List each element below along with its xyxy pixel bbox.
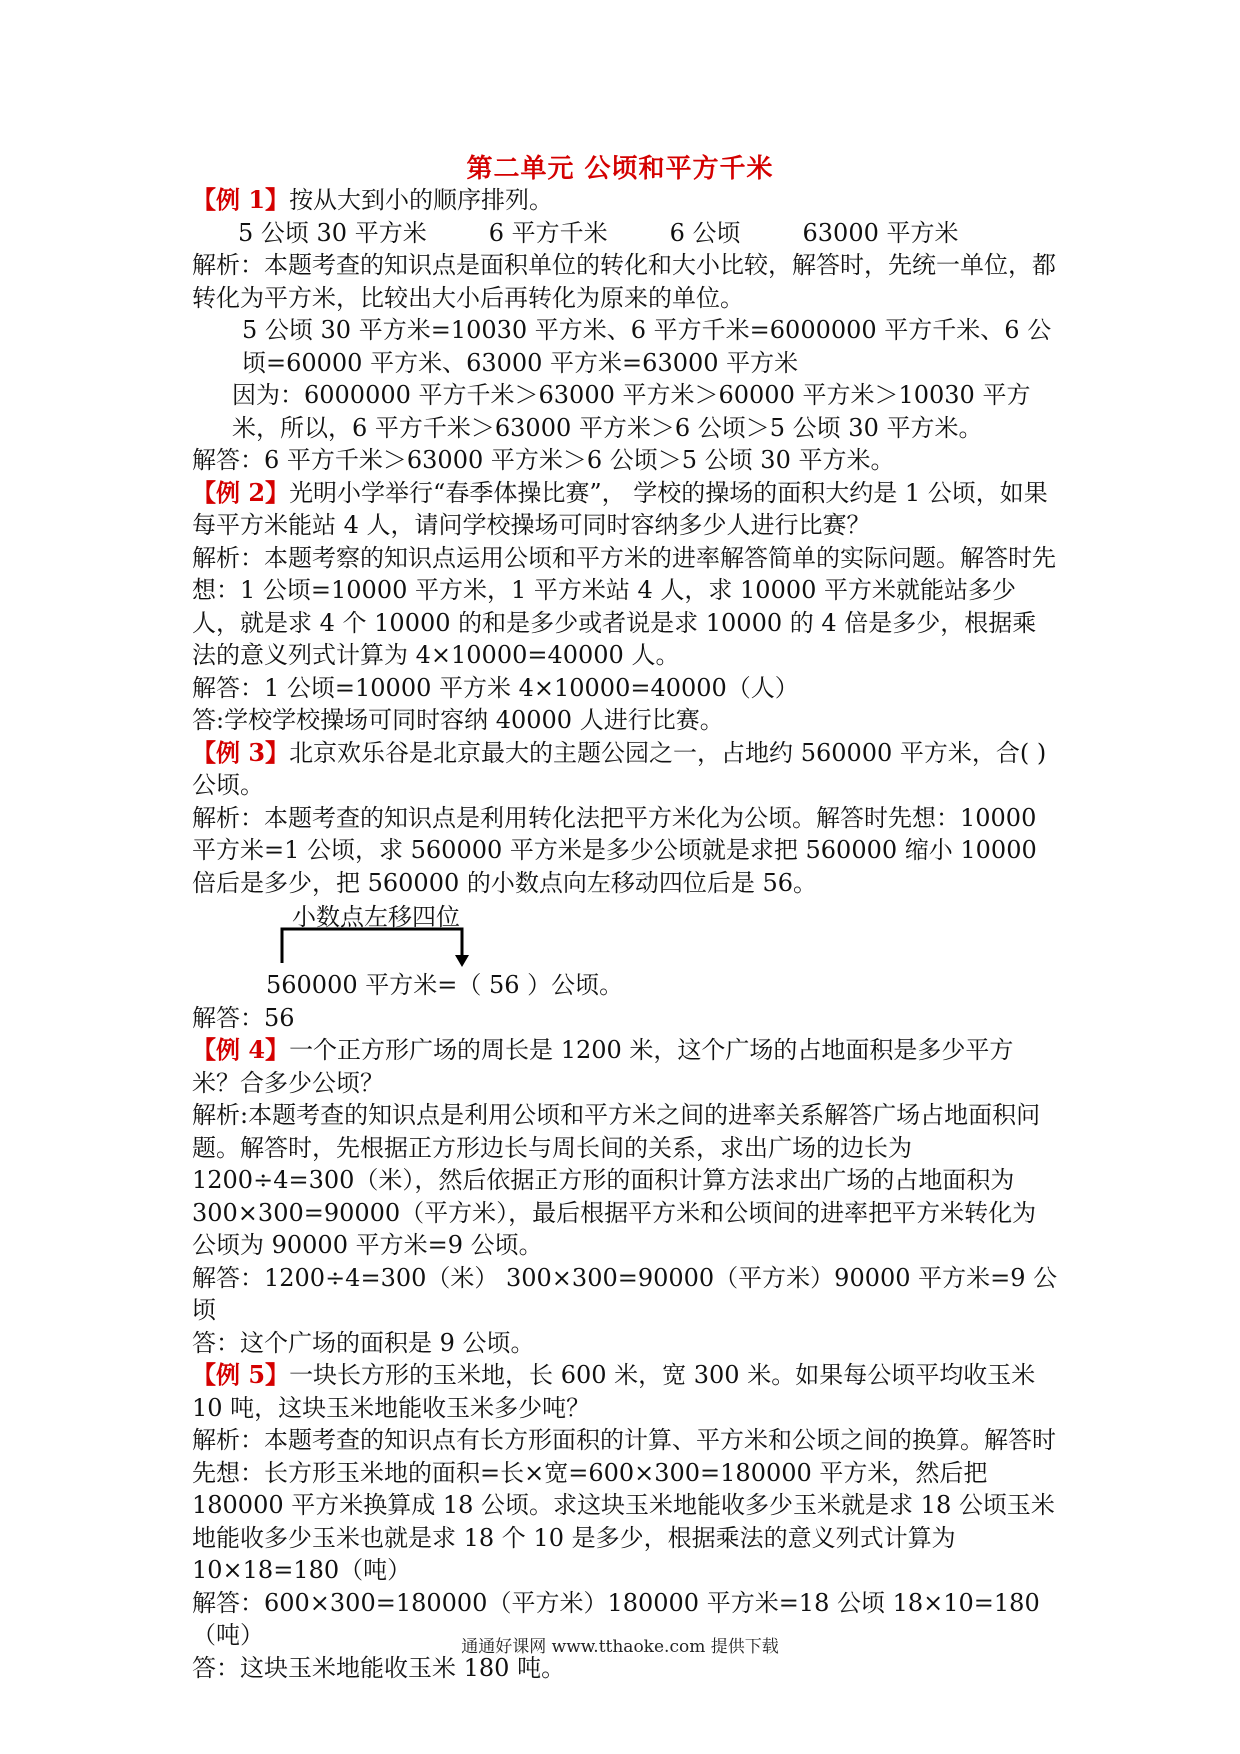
example-3-answer: 解答：56 bbox=[192, 1003, 295, 1032]
example-2-analysis: 解析：本题考察的知识点运用公顷和平方米的进率解答简单的实际问题。解答时先想：1 公顷=10000 平方米，1 平方米站 4 人，求 10000 平方米就能站多少人，就是求 4 个 10000 的和是多少或者说是求 10000 的 4 倍是多少，根据乘法的意义列式计算为 4×10000=40000 人。 bbox=[192, 543, 1056, 669]
example-5-analysis: 解析：本题考查的知识点有长方形面积的计算、平方米和公顷之间的换算。解答时先想：长方形玉米地的面积=长×宽=600×300=180000 平方米，然后把 180000 平方米换算成 18 公顷。求这块玉米地能收多少玉米就是求 18 公顷玉米地能收多少玉米也就是求 18 个 10 是多少，根据乘法的意义列式计算为 10×18=180（吨） bbox=[192, 1426, 1056, 1584]
example-2-answer: 解答：1 公顷=10000 平方米 4×10000=40000（人） bbox=[192, 673, 799, 702]
decimal-shift-diagram bbox=[192, 899, 1058, 969]
example-1-question-text: 按从大到小的顺序排列。 bbox=[289, 186, 554, 214]
example-1-question bbox=[192, 184, 1058, 217]
item: 5 公顷 30 平方米 bbox=[238, 218, 427, 247]
example-3-question-text: 北京欢乐谷是北京最大的主题公园之一，占地约 560000 平方米，合( )公顷。 bbox=[192, 738, 1047, 799]
decimal-shift-label: 小数点左移四位 bbox=[292, 903, 460, 931]
example-1-label: 【例 1】 bbox=[192, 185, 290, 214]
example-4-analysis: 解析:本题考查的知识点是利用公顷和平方米之间的进率关系解答广场占地面积问题。解答时，先根据正方形边长与周长间的关系，求出广场的边长为 1200÷4=300（米），然后依据正方形的面积计算方法求出广场的占地面积为 300×300=90000（平方米），最后根据平方米和公顷间的进率把平方米转化为公顷为 90000 平方米=9 公顷。 bbox=[192, 1101, 1041, 1259]
item: 6 公顷 bbox=[669, 218, 741, 247]
unit-title: 第二单元 公顷和平方千米 bbox=[466, 154, 774, 184]
example-1-conversion: 5 公顷 30 平方米=10030 平方米、6 平方千米=6000000 平方千米、6 公顷=60000 平方米、63000 平方米=63000 平方米 bbox=[242, 316, 1052, 377]
example-5-label: 【例 5】 bbox=[192, 1360, 290, 1389]
example-3-analysis: 解析：本题考查的知识点是利用转化法把平方米化为公顷。解答时先想：10000 平方米=1 公顷，求 560000 平方米是多少公顷就是求把 560000 缩小 10000 倍后是多少，把 560000 的小数点向左移动四位后是 56。 bbox=[192, 803, 1037, 897]
example-3-conversion: 560000 平方米=（ 56 ）公顷。 bbox=[266, 971, 624, 999]
example-2-question-text: 光明小学举行“春季体操比赛”， 学校的操场的面积大约是 1 公顷，如果每平方米能站 4 人，请问学校操场可同时容纳多少人进行比赛？ bbox=[192, 478, 1048, 539]
example-5-question-text: 一块长方形的玉米地，长 600 米，宽 300 米。如果每公顷平均收玉米 10 吨，这块玉米地能收玉米多少吨？ bbox=[192, 1361, 1036, 1422]
example-1-items bbox=[192, 217, 1058, 250]
example-2-label: 【例 2】 bbox=[192, 477, 290, 507]
example-2-reply: 答:学校学校操场可同时容纳 40000 人进行比赛。 bbox=[192, 706, 724, 734]
example-4-answer: 解答：1200÷4=300（米） 300×300=90000（平方米）90000 平方米=9 公顷 bbox=[192, 1263, 1058, 1324]
page-footer: 通通好课网 www.tthaoke.com 提供下载 bbox=[461, 1637, 779, 1657]
document-body bbox=[192, 184, 1058, 1684]
example-5-question bbox=[192, 1359, 1058, 1424]
example-5-answer: 解答：600×300=180000（平方米）180000 平方米=18 公顷 18×10=180（吨） bbox=[192, 1588, 1040, 1649]
example-1-analysis: 解析：本题考查的知识点是面积单位的转化和大小比较，解答时，先统一单位，都转化为平方米，比较出大小后再转化为原来的单位。 bbox=[192, 251, 1056, 312]
example-1-answer: 解答：6 平方千米＞63000 平方米＞6 公顷＞5 公顷 30 平方米。 bbox=[192, 446, 895, 474]
example-5-reply: 答：这块玉米地能收玉米 180 吨。 bbox=[192, 1653, 566, 1682]
example-4-label: 【例 4】 bbox=[192, 1035, 290, 1064]
example-4-question-text: 一个正方形广场的周长是 1200 米，这个广场的占地面积是多少平方米？合多少公顷？ bbox=[192, 1036, 1014, 1097]
example-3-label: 【例 3】 bbox=[192, 737, 290, 767]
example-3-question bbox=[192, 737, 1058, 802]
example-1-because: 因为：6000000 平方千米＞63000 平方米＞60000 平方米＞10030 平方米，所以，6 平方千米＞63000 平方米＞6 公顷＞5 公顷 30 平方米。 bbox=[232, 381, 1031, 442]
item: 63000 平方米 bbox=[802, 218, 959, 247]
example-4-question bbox=[192, 1034, 1058, 1099]
example-4-reply: 答：这个广场的面积是 9 公顷。 bbox=[192, 1328, 535, 1357]
example-2-question bbox=[192, 477, 1058, 542]
item: 6 平方千米 bbox=[488, 218, 608, 247]
